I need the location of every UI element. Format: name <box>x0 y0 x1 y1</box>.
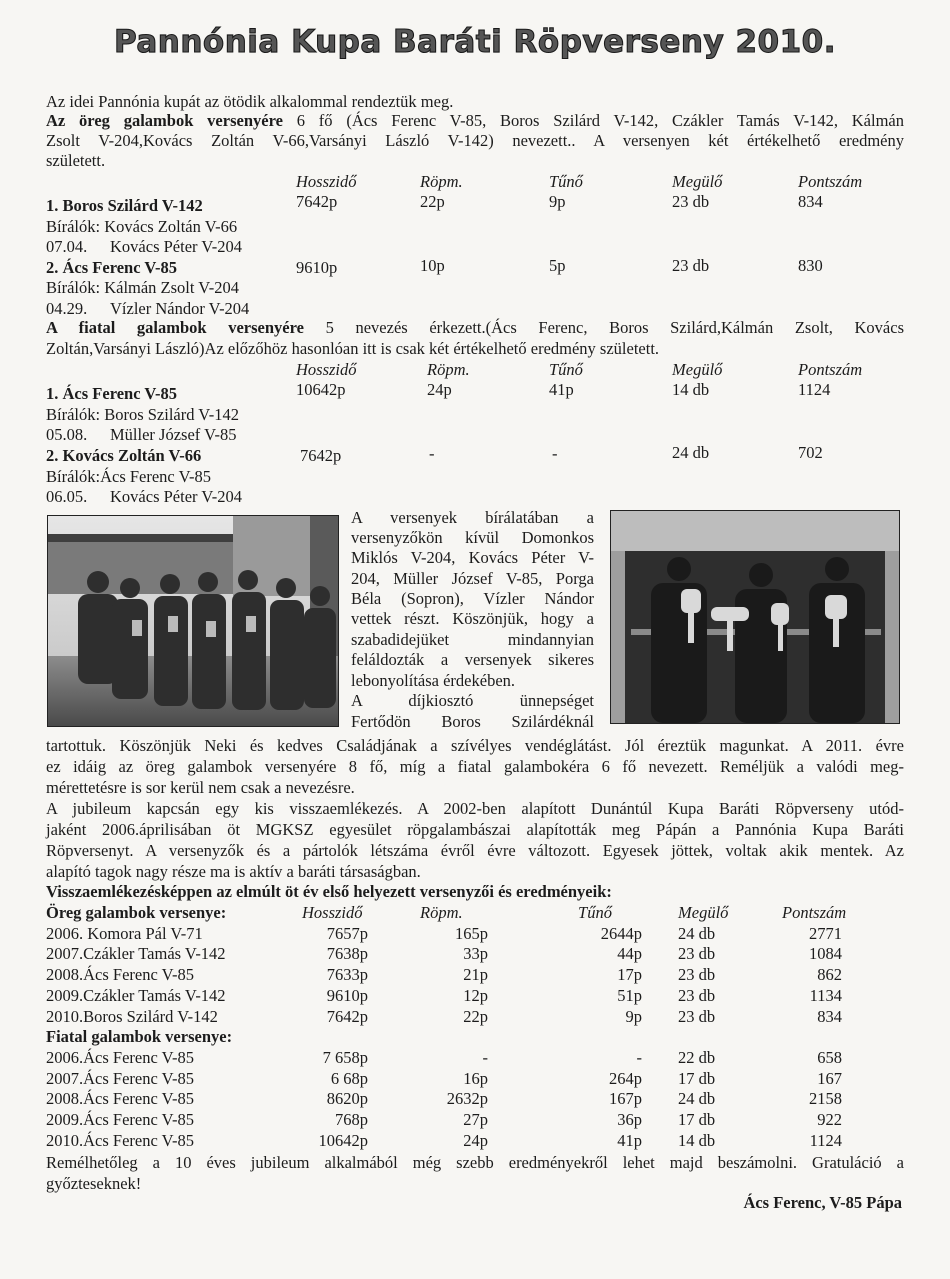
old-result-2-judge2: Vízler Nándor V-204 <box>110 299 250 318</box>
table-row <box>46 924 906 945</box>
full-line-4: A jubileum kapcsán egy kis visszaemlékezés. A 2002-ben alapított Dunántúl Kupa Baráti Röpverseny utód- <box>46 799 904 818</box>
history-old-points-cell: 1084 <box>809 944 842 964</box>
old-result-1-name: 1. Boros Szilárd V-142 <box>46 196 203 215</box>
young-result-2-time: 7642p <box>300 446 342 465</box>
old-intro-line-1 <box>46 111 904 131</box>
history-young-tuno-cell: 41p <box>617 1130 642 1150</box>
full-line-7: alapító tagok nagy része ma is aktív a baráti társaságban. <box>46 862 421 881</box>
young-intro-line-1 <box>46 318 904 338</box>
history-old-flight-cell: 33p <box>463 944 488 964</box>
old-result-2-flight: 10p <box>420 256 445 275</box>
middle-line-10: A díjkiosztó ünnepséget <box>351 691 594 710</box>
history-header-time: Hosszidő <box>302 903 363 922</box>
history-young-name-cell: 2010.Ács Ferenc V-85 <box>46 1130 195 1150</box>
old-result-1-flight: 22p <box>420 192 445 211</box>
header-time: Hosszidő <box>296 172 357 191</box>
history-young-points-cell: 167 <box>817 1068 842 1088</box>
young-result-2-date: 06.05. <box>46 487 88 506</box>
young-header-time: Hosszidő <box>296 360 357 379</box>
young-result-2-tuno: - <box>552 444 558 463</box>
history-old-name-cell: 2008.Ács Ferenc V-85 <box>46 965 195 985</box>
young-intro-line-2: Zoltán,Varsányi László)Az előzőhöz hasonlóan itt is csak két értékelhető eredmény született. <box>46 339 660 358</box>
history-young-points-cell: 922 <box>817 1110 842 1130</box>
history-old-points-cell: 2771 <box>809 923 842 943</box>
history-young-flight-cell: 2632p <box>446 1089 488 1109</box>
young-intro-rest: 5 nevezés érkezett.(Ács Ferenc, Boros Szilárd,Kálmán Zsolt, Kovács <box>303 318 904 337</box>
history-old-points-cell: 862 <box>817 965 842 985</box>
history-young-points-cell: 1124 <box>809 1130 842 1150</box>
table-row <box>46 1048 906 1069</box>
young-result-1-time: 10642p <box>296 380 346 399</box>
history-young-time-cell: 10642p <box>318 1130 368 1150</box>
middle-line-9: lebonyolítása érdekében. <box>351 671 516 690</box>
middle-line-5: Béla (Sopron), Vízler Nándor <box>351 589 594 608</box>
history-young-flight-cell: 16p <box>463 1068 488 1088</box>
young-result-2-megulo: 24 db <box>672 443 710 462</box>
middle-line-11: Fertődön Boros Szilárdéknál <box>351 712 594 731</box>
full-line-3: mérettetésre is sor kerül nem csak a nevezésre. <box>46 778 355 797</box>
history-old-tuno-cell: 44p <box>617 944 642 964</box>
middle-line-6: vettek részt. Köszönjük, hogy a <box>351 609 594 628</box>
history-heading: Visszaemlékezésképpen az elmúlt öt év első helyezett versenyzői és eredményeik: <box>46 882 612 901</box>
young-intro-lead: A fiatal galambok versenyére <box>46 318 304 337</box>
history-old-megulo-cell: 23 db <box>678 944 716 964</box>
header-flight: Röpm. <box>420 172 463 191</box>
group-photo-image <box>48 516 338 726</box>
group-photo <box>47 515 339 727</box>
closing-line-1: Remélhetőleg a 10 éves jubileum alkalmából még szebb eredményekről lehet majd beszámolni. Gratuláció a <box>46 1153 904 1172</box>
history-old-name-cell: 2009.Czákler Tamás V-142 <box>46 985 226 1005</box>
young-result-1-points: 1124 <box>798 380 831 399</box>
history-young-flight-cell: 27p <box>463 1110 488 1130</box>
history-young-name-cell: 2006.Ács Ferenc V-85 <box>46 1047 195 1067</box>
history-old-tuno-cell: 2644p <box>600 923 642 943</box>
history-old-time-cell: 7633p <box>326 965 368 985</box>
history-old-header-row <box>46 903 906 924</box>
table-row <box>46 965 906 986</box>
history-old-tuno-cell: 17p <box>617 965 642 985</box>
young-result-1-judge2: Müller József V-85 <box>110 425 237 444</box>
full-line-1: tartottuk. Köszönjük Neki és kedves Családjának a szívélyes vendéglátást. Jól éreztük magunkat. A 2011. évre <box>46 736 904 755</box>
history-old-tuno-cell: 51p <box>617 985 642 1005</box>
middle-line-2: versenyzőkön kívül Domonkos <box>351 528 594 547</box>
history-old-name-cell: 2010.Boros Szilárd V-142 <box>46 1006 218 1026</box>
old-intro-lead: Az öreg galambok versenyére <box>46 111 283 130</box>
old-result-1-tuno: 9p <box>549 192 566 211</box>
history-young-time-cell: 8620p <box>326 1089 368 1109</box>
middle-line-3: Miklós V-204, Kovács Péter V- <box>351 548 594 567</box>
history-old-points-cell: 834 <box>817 1006 842 1026</box>
old-intro-line-2: Zsolt V-204,Kovács Zoltán V-66,Varsányi László V-142) nevezett.. A versenyen két értékelhető eredmény <box>46 131 904 150</box>
old-result-2-points: 830 <box>798 256 823 275</box>
young-result-2-judges: Bírálók:Ács Ferenc V-85 <box>46 467 211 486</box>
header-points: Pontszám <box>798 172 863 191</box>
history-young-megulo-cell: 14 db <box>678 1130 716 1150</box>
young-result-2-points: 702 <box>798 443 823 462</box>
history-old-flight-cell: 22p <box>463 1006 488 1026</box>
young-result-1-judges: Bírálók: Boros Szilárd V-142 <box>46 405 239 424</box>
history-young-points-cell: 658 <box>817 1047 842 1067</box>
history-old-megulo-cell: 23 db <box>678 965 716 985</box>
history-old-rows <box>46 924 906 1028</box>
old-result-2-judges: Bírálók: Kálmán Zsolt V-204 <box>46 278 239 297</box>
history-young-flight-cell: 24p <box>463 1130 488 1150</box>
history-young-rows <box>46 1048 906 1152</box>
middle-line-8: feláldozták a versenyek sikeres <box>351 650 594 669</box>
old-result-2-time: 9610p <box>296 258 338 277</box>
signature: Ács Ferenc, V-85 Pápa <box>743 1193 902 1212</box>
history-old-flight-cell: 165p <box>455 923 488 943</box>
old-result-1-points: 834 <box>798 192 823 211</box>
old-result-2-date: 04.29. <box>46 299 88 318</box>
table-row <box>46 1007 906 1028</box>
table-row <box>46 944 906 965</box>
old-result-2-megulo: 23 db <box>672 256 710 275</box>
history-young-name-cell: 2009.Ács Ferenc V-85 <box>46 1110 195 1130</box>
history-old-time-cell: 7657p <box>326 923 368 943</box>
young-header-points: Pontszám <box>798 360 863 379</box>
history-old-megulo-cell: 23 db <box>678 985 716 1005</box>
history-old-flight-cell: 21p <box>463 965 488 985</box>
old-result-2-tuno: 5p <box>549 256 566 275</box>
history-young-header-row <box>46 1027 906 1048</box>
history-header-megulo: Megülő <box>678 903 729 922</box>
trophy-photo-image <box>611 511 899 723</box>
history-old-name-cell: 2007.Czákler Tamás V-142 <box>46 944 226 964</box>
history-old-name-cell: 2006. Komora Pál V-71 <box>46 923 203 943</box>
young-result-1-flight: 24p <box>427 380 452 399</box>
full-line-2: ez idáig az öreg galambok versenyére 8 fő, míg a fiatal galambokéra 6 fő nevezett. Reméljük a valódi meg- <box>46 757 904 776</box>
old-result-1-megulo: 23 db <box>672 192 710 211</box>
history-old-flight-cell: 12p <box>463 985 488 1005</box>
history-young-tuno-cell: 167p <box>609 1089 642 1109</box>
history-young-time-cell: 6 68p <box>330 1068 368 1088</box>
old-intro-line-3: született. <box>46 151 106 170</box>
young-result-1-name: 1. Ács Ferenc V-85 <box>46 384 178 403</box>
history-old-points-cell: 1134 <box>809 985 842 1005</box>
history-old-label: Öreg galambok versenye: <box>46 903 227 922</box>
old-result-1-judges: Bírálók: Kovács Zoltán V-66 <box>46 217 238 236</box>
history-old-tuno-cell: 9p <box>625 1006 642 1026</box>
history-header-points: Pontszám <box>782 903 847 922</box>
history-table <box>46 903 906 1151</box>
full-line-6: Röpversenyt. A versenyzők és a pártolók létszáma évről évre változott. Egyesek jöttek, voltak akik mentek. Az <box>46 841 904 860</box>
old-result-1-time: 7642p <box>296 192 338 211</box>
middle-line-4: 204, Müller József V-85, Porga <box>351 569 594 588</box>
young-result-1-date: 05.08. <box>46 425 88 444</box>
history-young-points-cell: 2158 <box>809 1089 842 1109</box>
history-header-flight: Röpm. <box>420 903 463 922</box>
full-line-5: jaként 2006.áprilisában öt MGKSZ egyesület röpgalambászai alapították meg Pápán a Pannónia Kupa Baráti <box>46 820 904 839</box>
table-row <box>46 1110 906 1131</box>
history-young-name-cell: 2007.Ács Ferenc V-85 <box>46 1068 195 1088</box>
history-young-tuno-cell: 36p <box>617 1110 642 1130</box>
trophy-photo <box>610 510 900 724</box>
header-tuno: Tűnő <box>549 172 583 191</box>
young-result-2-judge2: Kovács Péter V-204 <box>110 487 242 506</box>
header-megulo: Megülő <box>672 172 723 191</box>
history-young-megulo-cell: 22 db <box>678 1047 716 1067</box>
young-result-2-name: 2. Kovács Zoltán V-66 <box>46 446 202 465</box>
history-young-tuno-cell: 264p <box>609 1068 642 1088</box>
history-old-time-cell: 7642p <box>326 1006 368 1026</box>
young-result-1-tuno: 41p <box>549 380 574 399</box>
history-old-time-cell: 9610p <box>326 985 368 1005</box>
page-title: Pannónia Kupa Baráti Röpverseny 2010. <box>113 24 837 60</box>
old-result-1-judge2: Kovács Péter V-204 <box>110 237 242 256</box>
history-old-time-cell: 7638p <box>326 944 368 964</box>
young-header-megulo: Megülő <box>672 360 723 379</box>
middle-line-1: A versenyek bírálatában a <box>351 508 594 527</box>
history-old-megulo-cell: 24 db <box>678 923 716 943</box>
history-young-megulo-cell: 17 db <box>678 1068 716 1088</box>
old-result-1-date: 07.04. <box>46 237 88 256</box>
young-result-1-megulo: 14 db <box>672 380 710 399</box>
closing-line-2: győzteseknek! <box>46 1174 142 1193</box>
table-row <box>46 1089 906 1110</box>
young-header-tuno: Tűnő <box>549 360 583 379</box>
history-young-tuno-cell: - <box>636 1047 642 1067</box>
history-young-time-cell: 7 658p <box>322 1047 368 1067</box>
old-result-2-name: 2. Ács Ferenc V-85 <box>46 258 178 277</box>
table-row <box>46 1131 906 1152</box>
table-row <box>46 986 906 1007</box>
history-header-tuno: Tűnő <box>578 903 612 922</box>
history-young-megulo-cell: 24 db <box>678 1089 716 1109</box>
young-result-2-flight: - <box>429 444 435 463</box>
history-young-label: Fiatal galambok versenye: <box>46 1027 233 1047</box>
history-young-flight-cell: - <box>482 1047 488 1067</box>
intro-line: Az idei Pannónia kupát az ötödik alkalommal rendeztük meg. <box>46 92 454 111</box>
old-intro-rest: 6 fő (Ács Ferenc V-85, Boros Szilárd V-142, Czákler Tamás V-142, Kálmán <box>282 111 904 130</box>
history-old-megulo-cell: 23 db <box>678 1006 716 1026</box>
history-young-megulo-cell: 17 db <box>678 1110 716 1130</box>
history-young-name-cell: 2008.Ács Ferenc V-85 <box>46 1089 195 1109</box>
young-header-flight: Röpm. <box>427 360 470 379</box>
middle-line-7: szabadidejüket mindannyian <box>351 630 594 649</box>
history-young-time-cell: 768p <box>335 1110 368 1130</box>
table-row <box>46 1069 906 1090</box>
